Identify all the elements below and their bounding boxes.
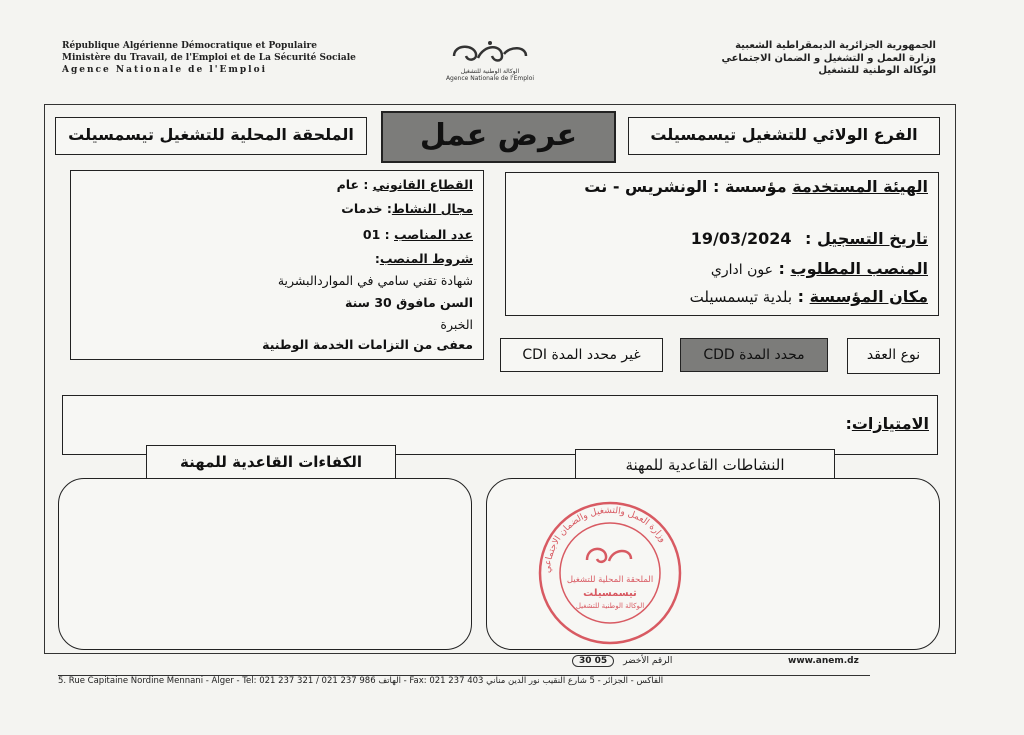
header-ar-line-2: وزارة العمل و التشغيل و الضمان الاجتماعي	[721, 52, 936, 64]
company-location: مكان المؤسسة : بلدية تيسمسيلت	[689, 287, 928, 306]
legal-sector: القطاع القانوني : عام	[336, 177, 473, 192]
header-fr-line-3: Agence Nationale de l'Emploi	[62, 65, 268, 75]
annex-title: الملحقة المحلية للتشغيل تيسمسيلت	[55, 117, 367, 155]
company-location-label: مكان المؤسسة	[809, 287, 928, 306]
condition-item: السن مافوق 30 سنة	[344, 295, 473, 310]
conditions-label: شروط المنصب	[379, 251, 473, 266]
header-french	[62, 40, 422, 76]
required-post-label: المنصب المطلوب	[790, 259, 928, 278]
registration-date-label: تاريخ التسجيل	[817, 229, 928, 248]
details-box	[70, 170, 484, 360]
activity-field-value: خدمات	[341, 201, 383, 216]
skills-title: الكفاءات القاعدية للمهنة	[146, 445, 396, 479]
header-fr-line-1: République Algérienne Démocratique et Populaire	[62, 41, 318, 51]
anem-logo	[440, 38, 540, 88]
activities-title: النشاطات القاعدية للمهنة	[575, 449, 835, 481]
condition-item: شهادة تقني سامي في المواردالبشرية	[277, 273, 473, 288]
website-link[interactable]: www.anem.dz	[788, 656, 859, 666]
green-number-label: الرقم الأخضر	[623, 656, 673, 666]
contract-cdd-option[interactable]: محدد المدة CDD	[680, 338, 828, 372]
contract-type-label: نوع العقد	[847, 338, 940, 374]
employer-org-value: مؤسسة : الونشريس - نت	[584, 177, 787, 196]
contract-cdi-option[interactable]: غير محدد المدة CDI	[500, 338, 663, 372]
green-number	[572, 656, 672, 666]
legal-sector-value: عام	[336, 177, 360, 192]
branch-title: الفرع الولائي للتشغيل تيسمسيلت	[628, 117, 940, 155]
required-post: المنصب المطلوب : عون اداري	[710, 259, 928, 278]
logo-caption-ar: الوكالة الوطنية للتشغيل	[460, 68, 520, 75]
header-arabic	[556, 40, 936, 78]
privileges-label: الامتيازات	[851, 414, 929, 433]
registration-date: تاريخ التسجيل : 19/03/2024	[690, 229, 928, 248]
footer-address: 5. Rue Capitaine Nordine Mennani - Alger - Tel: 021 237 321 / 021 237 986 الهاتف - Fax: 021 237 403 الفاكس - الجزائر - 5 شارع النقيب نور الدين مناني	[58, 676, 664, 686]
registration-date-value: 19/03/2024	[690, 229, 792, 248]
conditions-heading: شروط المنصب:	[374, 251, 473, 266]
skills-box	[58, 478, 472, 650]
anem-logo-icon	[444, 38, 536, 68]
header-ar-line-3: الوكالة الوطنية للتشغيل	[818, 65, 936, 76]
stamp-logo-icon	[609, 551, 631, 561]
header-fr-line-2: Ministère du Travail, de l'Emploi et de La Sécurité Sociale	[62, 53, 356, 63]
employer-box	[505, 172, 939, 316]
official-stamp	[535, 498, 685, 648]
employer-org	[584, 177, 928, 196]
job-offer-title: عرض عمل	[381, 111, 616, 163]
header-ar-line-1: الجمهورية الجزائرية الديمقراطية الشعبية	[735, 40, 936, 51]
activity-field: مجال النشاط: خدمات	[341, 201, 473, 216]
legal-sector-label: القطاع القانوني	[372, 177, 473, 192]
stamp-inner-line-1: الملحقة المحلية للتشغيل	[566, 575, 654, 585]
stamp-inner-line-2: تيسمسيلت	[583, 588, 637, 599]
activity-field-label: مجال النشاط	[391, 201, 473, 216]
positions-count: عدد المناصب : 01	[362, 227, 473, 242]
stamp-inner-line-3: الوكالة الوطنية للتشغيل	[575, 602, 645, 610]
logo-caption-fr: Agence Nationale de l'Emploi	[445, 75, 535, 82]
required-post-value: عون اداري	[710, 262, 773, 278]
company-location-value: بلدية تيسمسيلت	[689, 288, 793, 306]
condition-item: معفى من التزامات الخدمة الوطنية	[262, 337, 473, 352]
stamp-logo-icon	[587, 549, 606, 562]
employer-org-label: الهيئة المستخدمة	[792, 177, 928, 196]
positions-count-value: 01	[362, 227, 381, 242]
positions-count-label: عدد المناصب	[394, 227, 473, 242]
stamp-outer-text: وزارة العمل والتشغيل والضمان الاجتماعي	[542, 505, 668, 574]
privileges-heading: الامتيازات:	[845, 414, 929, 433]
condition-item: الخبرة	[440, 317, 473, 332]
green-number-value: 30 05	[572, 655, 614, 667]
